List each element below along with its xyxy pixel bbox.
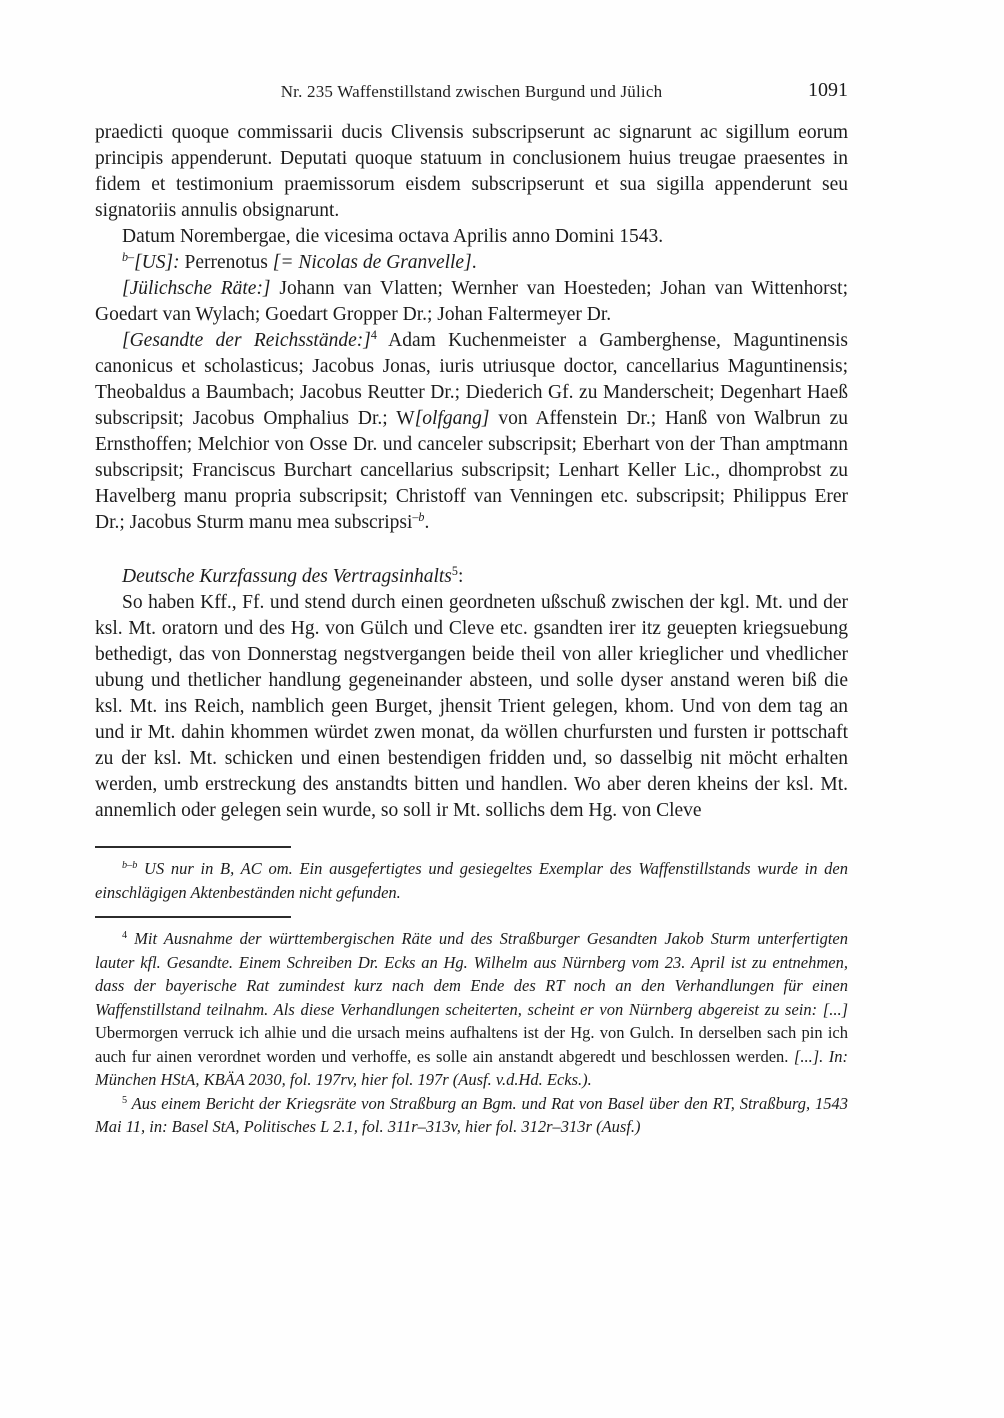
text-segment: von Affenstein Dr.; Hanß von Walbrun zu Ernsthoffen; Melchior von Osse Dr. und canceler subscripsit; Eberhart von der Than amptmann subscripsit; Franciscus Burchart cancellarius subscripsit; Lenhart Keller Lic., dhomprobst zu Havelberg manu propria subscripsit; Christoff van Venningen etc. subscripsit; Philippus Erer Dr.; Jacobus Sturm manu mea subscripsi xyxy=(95,408,849,533)
running-title: Nr. 235 Waffenstillstand zwischen Burgund und Jülich xyxy=(280,82,663,101)
note-reference: 5 xyxy=(122,1094,128,1106)
paragraph-us-signature xyxy=(95,250,848,276)
text-segment: [Gesandte der Reichsstände:] xyxy=(122,330,371,351)
note-reference: –b xyxy=(412,510,425,525)
footnote-4 xyxy=(95,927,848,1092)
text-segment: [Jülichsche Räte:] xyxy=(122,278,271,299)
text-segment: : xyxy=(457,566,464,587)
paragraph-juelichsche-raete xyxy=(95,276,848,328)
text-segment: Aus einem Bericht der Kriegsräte von Straßburg an Bgm. und Rat von Basel über den RT, Straßburg, 1543 Mai 11, in: Basel StA, Politisches L 2.1, fol. 311r–313v, hier fol. 312r–313r (Ausf.) xyxy=(95,1093,848,1136)
document-body xyxy=(95,120,848,824)
apparatus-separator xyxy=(95,846,291,848)
critical-apparatus xyxy=(95,857,848,904)
text-segment: Adam Kuchenmeister a Gamberghense, Maguntinensis canonicus et scholasticus; Jacobus Jonas, iuris utriusque doctor, cancellarius Maguntinensis; Theobaldus a Baumbach; Jacobus Reutter Dr.; Diederich Gf. zu Manderscheit; Degenhart Haeß subscripsit; Jacobus Omphalius Dr.; W xyxy=(95,330,849,429)
paragraph-gesandte-reichsstaende xyxy=(95,328,848,536)
paragraph-latin-conclusion xyxy=(95,120,848,224)
text-segment: Datum Norembergae, die vicesima octava Aprilis anno Domini 1543. xyxy=(122,226,664,247)
text-segment: US nur in B, AC om. Ein ausgefertigtes und gesiegeltes Exemplar des Waffenstillstands wurde in den einschlägigen Aktenbeständen nicht gefunden. xyxy=(95,859,848,902)
note-reference: b–b xyxy=(122,860,138,872)
footnotes-section xyxy=(95,927,848,1139)
paragraph-kurzfassung-heading xyxy=(95,564,848,590)
text-segment: . xyxy=(471,252,477,273)
text-segment: [olfgang] xyxy=(414,408,490,429)
page-header xyxy=(95,79,848,102)
paragraph-kurzfassung-text xyxy=(95,590,848,824)
text-segment: Mit Ausnahme der württembergischen Räte und des Straßburger Gesandten Jakob Sturm unterfertigten lauter kfl. Gesandte. Einem Schreiben Dr. Ecks an Hg. Wilhelm aus Nürnberg vom 23. April ist zu entnehmen, dass der bayerische Rat zumindest kurz nach dem Ende des RT noch an den Verhandlungen für einen Waffenstillstand teilnahm. Als diese Verhandlungen scheiterten, scheint er von Nürnberg abgereist zu sein: [...] xyxy=(95,929,848,1019)
text-segment: [= Nicolas de Granvelle] xyxy=(272,252,472,273)
text-segment: Johann van Vlatten; Wernher van Hoesteden; Johan van Wittenhorst; Goedart van Wylach; Goedart Gropper Dr.; Johan Faltermeyer Dr. xyxy=(95,278,848,325)
text-segment: . xyxy=(424,512,430,533)
text-segment: So haben Kff., Ff. und stend durch einen geordneten ußschuß zwischen der kgl. Mt. und der ksl. Mt. oratorn und des Hg. von Gülch und Cleve etc. gsandten irer itz geuepten kriegsuebung bethedigt, das von Donnerstag negstvergangen beide theil von aller krieglicher und vhedlicher ubung und thetlicher handlung gegeneinander absteen, und solle dyser anstand weren biß die ksl. Mt. ins Reich, namblich geen Burget, jhensit Trient gelegen, khom. Und von dem tag an und ir Mt. dahin khommen würdet zwen monat, da wöllen churfursten und fursten ir pottschaft zu der ksl. Mt. schicken und einen bestendigen fridden und, so dasselbig nit möcht erhalten werden, umb erstreckung des anstandts bitten und handlen. Wo aber deren kheins der ksl. Mt. annemlich oder gelegen sein wurde, so soll ir Mt. sollichs dem Hg. von Cleve xyxy=(95,592,848,821)
text-segment: [US]: xyxy=(134,252,180,273)
text-segment: Ubermorgen verruck ich alhie und die ursach meins aufhaltens ist der Hg. von Gulch. In derselben sach pin ich auch fur ainen verordnet worden und verhoffe, es solle ain anstandt abgeredt und beschlossen werden. xyxy=(95,1023,848,1066)
footnote-5 xyxy=(95,1092,848,1139)
apparatus-note-b xyxy=(95,857,848,904)
page-number: 1091 xyxy=(808,79,848,101)
paragraph-datum xyxy=(95,224,848,250)
text-segment: [...]. In: München HStA, KBÄA 2030, fol. 197rv, hier fol. 197r (Ausf. v.d.Hd. Ecks.). xyxy=(95,1046,848,1089)
text-segment: praedicti quoque commissarii ducis Clivensis subscripserunt ac signarunt ac sigillum eorum principis appenderunt. Deputati quoque statuum in conclusionem huius treugae praesentes in fidem et testimonium praemissorum eisdem subscripserunt et sua sigilla appenderunt seu signatoriis annulis obsignarunt. xyxy=(95,122,848,221)
text-segment: Deutsche Kurzfassung des Vertragsinhalts xyxy=(122,566,452,587)
text-segment: Perrenotus xyxy=(179,252,273,273)
note-reference: b– xyxy=(122,250,135,265)
footnote-separator xyxy=(95,916,291,918)
note-reference: 5 xyxy=(451,564,458,579)
note-reference: 4 xyxy=(122,930,128,942)
note-reference: 4 xyxy=(370,328,377,343)
